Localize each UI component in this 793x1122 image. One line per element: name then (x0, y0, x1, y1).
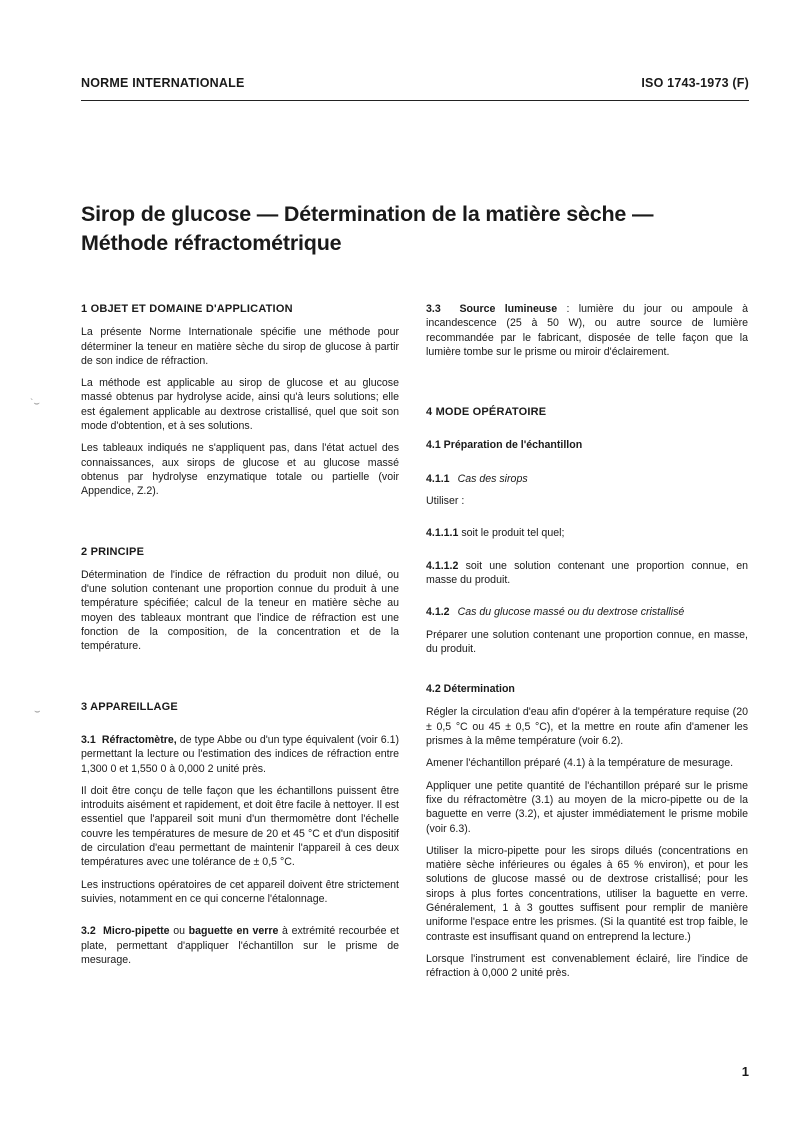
section-4-2-paragraph: Appliquer une petite quantité de l'échantillon préparé sur le prisme fixe du réfractomètre (3.1) au moyen de la micro-pipette ou de la baguette en verre (3.2), et ajuster immédiatement le prisme mobile (voir 6.3). (426, 779, 748, 835)
item-3-2-term: Micro-pipette (103, 925, 170, 938)
item-4-1-1-1 (426, 526, 748, 540)
section-4-2-paragraph: Régler la circulation d'eau afin d'opérer à la température requise (20 ± 0,5 °C ou 45 ± 0,5 °C), et la mettre en route afin d'amener les prismes à la même température (voir 6.2). (426, 706, 748, 748)
title-line-1: Sirop de glucose — Détermination de la matière sèche — (81, 202, 654, 226)
item-4-1-1-2 (426, 559, 748, 588)
item-3-1-term: Réfractomètre, (101, 733, 177, 746)
section-4-1-1-heading (426, 472, 748, 486)
left-column (81, 302, 399, 975)
right-column (426, 302, 748, 989)
scan-mark: `⌣ (30, 398, 40, 409)
section-2-heading: 2 PRINCIPE (81, 545, 145, 558)
section-1-heading: 1 OBJET ET DOMAINE D'APPLICATION (81, 303, 293, 315)
item-4-1-1-1-number: 4.1.1.1 (426, 527, 459, 540)
section-4-1-2-number: 4.1.2 (426, 606, 450, 619)
item-3-1-paragraph: Il doit être conçu de telle façon que les échantillons puissent être introduits aisément et rapidement, et doit être facile à nettoyer. Il est essentiel que l'appareil soit muni d'un thermomètre dont l'échelle couvre les températures de mesure de 20 et 45 °C et d'un dispositif de circulation d'eau permettant de maintenir l'appareil à ces deux températures avec une tolérance de ± 0,5 °C. (81, 784, 399, 869)
section-4-2-paragraph: Lorsque l'instrument est convenablement éclairé, lire l'indice de réfraction à 0,000 2 unité près. (426, 952, 748, 980)
section-4-2-heading: 4.2 Détermination (426, 683, 515, 696)
section-4-1-2-title: Cas du glucose massé ou du dextrose cristallisé (457, 606, 685, 619)
item-4-1-1-1-text: soit le produit tel quel; (458, 527, 565, 540)
section-4-1-heading: 4.1 Préparation de l'échantillon (426, 439, 583, 452)
section-4-heading: 4 MODE OPÉRATOIRE (426, 406, 547, 419)
section-4-2-paragraph: Utiliser la micro-pipette pour les sirops dilués (concentrations en matière sèche inférieures ou égales à 65 % environ), et pour les solutions de glucose massé ou de dextrose cristallisé; pour les sirops à plus fortes concentrations, utiliser la baguette en verre. Généralement, 1 à 3 gouttes suffisent pour remplir de manière uniforme l'espace entre les prismes. (Si la quantité est trop faible, le contraste est insuffisant quand on entreprend la lecture.) (426, 844, 748, 943)
item-3-1 (81, 733, 399, 776)
section-4-1-2-heading (426, 605, 748, 619)
item-3-2-number: 3.2 (81, 925, 96, 938)
section-1-paragraph: La méthode est applicable au sirop de glucose et au glucose massé obtenus par hydrolyse acide, ainsi qu'à leurs solutions; elle est également applicable au dextrose cristallisé, quel que soit son mode d'obtention, et à ses solutions. (81, 377, 399, 433)
section-1-paragraph: La présente Norme Internationale spécifie une méthode pour déterminer la teneur en matière sèche du sirop de glucose à partir de son indice de réfraction. (81, 326, 399, 367)
header-right: ISO 1743-1973 (F) (641, 76, 749, 90)
section-4-1-2-paragraph: Préparer une solution contenant une proportion connue, en masse, du produit. (426, 628, 748, 655)
item-3-3-term: Source lumineuse (459, 303, 558, 315)
item-4-1-1-2-text: soit une solution contenant une proportion connue, en masse du produit. (426, 559, 748, 586)
item-3-2 (81, 924, 399, 967)
item-3-2-text: à extrémité recourbée et plate, permettant d'appliquer l'échantillon sur le prisme de mesurage. (81, 925, 399, 966)
section-4-1-1-title: Cas des sirops (457, 472, 528, 485)
item-3-2-term: baguette en verre (188, 925, 279, 938)
section-2-paragraph: Détermination de l'indice de réfraction du produit non dilué, ou d'une solution contenant une proportion connue du produit à une température spécifiée; calcul de la teneur en matière sèche au moyen des tableaux montrant que l'indice de réfraction est une fonction de la composition, de la concentration et de la température. (81, 568, 399, 653)
section-4-1-1-number: 4.1.1 (426, 472, 450, 485)
page-title (81, 200, 653, 258)
item-3-1-paragraph: Les instructions opératoires de cet appareil doivent être strictement suivies, notamment en ce qui concerne l'étalonnage. (81, 878, 399, 905)
item-3-1-text: de type Abbe ou d'un type équivalent (voir 6.1) permettant la lecture ou l'estimation des indices de réfraction entre 1,300 0 et 1,550 0 à 0,000 2 unité près. (81, 733, 400, 775)
item-3-3 (426, 302, 748, 359)
section-4-2-paragraph: Amener l'échantillon préparé (4.1) à la température de mesurage. (426, 757, 734, 770)
section-4-1-1-paragraph: Utiliser : (426, 495, 465, 508)
item-3-3-number: 3.3 (426, 303, 441, 315)
title-line-2: Méthode réfractométrique (81, 231, 342, 255)
item-3-1-number: 3.1 (81, 733, 96, 746)
header-left: NORME INTERNATIONALE (81, 76, 245, 90)
item-3-2-connector: ou (169, 925, 189, 938)
section-3-heading: 3 APPAREILLAGE (81, 700, 178, 713)
header-rule (81, 100, 749, 101)
item-4-1-1-2-number: 4.1.1.2 (426, 559, 459, 572)
item-3-3-text: : lumière du jour ou ampoule à incandescence (25 à 50 W), ou autre source de lumière recommandée par le fabricant, disposée de telle façon que la lumière tombe sur le prisme ou miroir d'éclairement. (426, 303, 748, 358)
section-1-paragraph: Les tableaux indiqués ne s'appliquent pas, dans l'état actuel des connaissances, aux sirops de glucose et au glucose massé obtenus par hydrolyse enzymatique totale ou partielle (voir Appendice, Z.2). (81, 442, 399, 498)
scan-mark: ⌣ (34, 706, 41, 717)
page-number: 1 (741, 1064, 749, 1079)
